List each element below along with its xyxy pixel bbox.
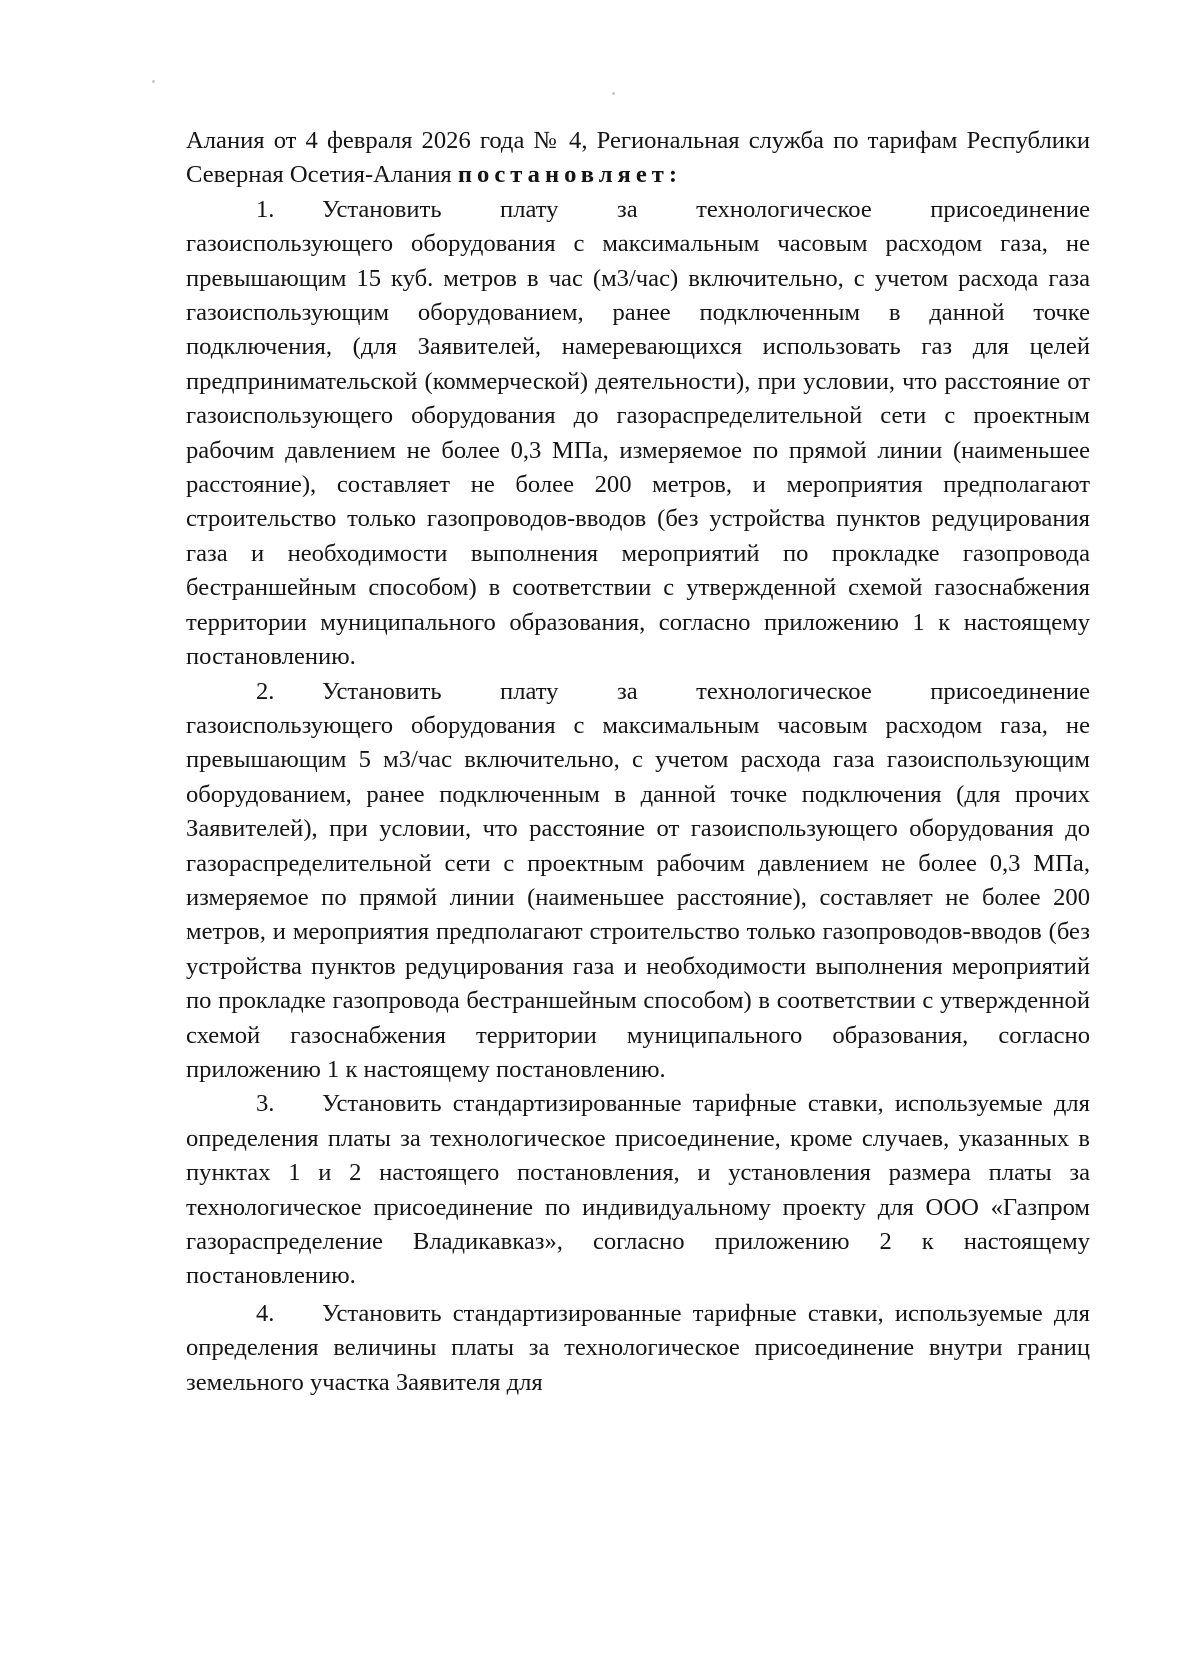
- resolution-item-1: [186, 193, 1090, 675]
- item-text: Установить стандартизированные тарифные ставки, используемые для определения величины платы за технологическое присоединение внутри границ земельного участка Заявителя для: [186, 1299, 1090, 1396]
- intro-text: Алания от 4 февраля 2026 года № 4, Региональная служба по тарифам Республики Северная Осетия-Алания: [186, 127, 1090, 189]
- item-number: 4.: [256, 1299, 275, 1327]
- resolution-item-4: [186, 1297, 1090, 1400]
- resolution-item-2: [186, 675, 1090, 1088]
- document-body: [186, 124, 1090, 1400]
- item-text: Установить плату за технологическое присоединение газоиспользующего оборудования с максимальным часовым расходом газа, не превышающим 15 куб. метров в час (м3/час) включительно, с учетом расхода газа газоиспользующим оборудованием, ранее подключенным в данной точке подключения, (для Заявителей, намеревающихся использовать газ для целей предпринимательской (коммерческой) деятельности), при условии, что расстояние от газоиспользующего оборудования до газораспределительной сети с проектным рабочим давлением не более 0,3 МПа, измеряемое по прямой линии (наименьшее расстояние), составляет не более 200 метров, и мероприятия предполагают строительство только газопроводов-вводов (без устройства пунктов редуцирования газа и необходимости выполнения мероприятий по прокладке газопровода бестраншейным способом) в соответствии с утвержденной схемой газоснабжения территории муниципального образования, согласно приложению 1 к настоящему постановлению.: [186, 195, 1090, 671]
- item-number: 1.: [256, 195, 275, 223]
- item-number: 3.: [256, 1090, 275, 1118]
- scan-speck: [152, 80, 155, 83]
- item-text: Установить стандартизированные тарифные ставки, используемые для определения платы за технологическое присоединение, кроме случаев, указанных в пунктах 1 и 2 настоящего постановления, и установления размера платы за технологическое присоединение по индивидуальному проекту для ООО «Газпром газораспределение Владикавказ», согласно приложению 2 к настоящему постановлению.: [186, 1090, 1090, 1290]
- scan-speck: [612, 92, 615, 95]
- item-number: 2.: [256, 677, 275, 705]
- resolves-keyword: постановляет:: [457, 161, 683, 189]
- item-text: Установить плату за технологическое присоединение газоиспользующего оборудования с максимальным часовым расходом газа, не превышающим 5 м3/час включительно, с учетом расхода газа газоиспользующим оборудованием, ранее подключенным в данной точке подключения (для прочих Заявителей), при условии, что расстояние от газоиспользующего оборудования до газораспределительной сети с проектным рабочим давлением не более 0,3 МПа, измеряемое по прямой линии (наименьшее расстояние), составляет не более 200 метров, и мероприятия предполагают строительство только газопроводов-вводов (без устройства пунктов редуцирования газа и необходимости выполнения мероприятий по прокладке газопровода бестраншейным способом) в соответствии с утвержденной схемой газоснабжения территории муниципального образования, согласно приложению 1 к настоящему постановлению.: [186, 677, 1090, 1083]
- intro-paragraph: [186, 124, 1090, 193]
- resolution-item-3: [186, 1087, 1090, 1293]
